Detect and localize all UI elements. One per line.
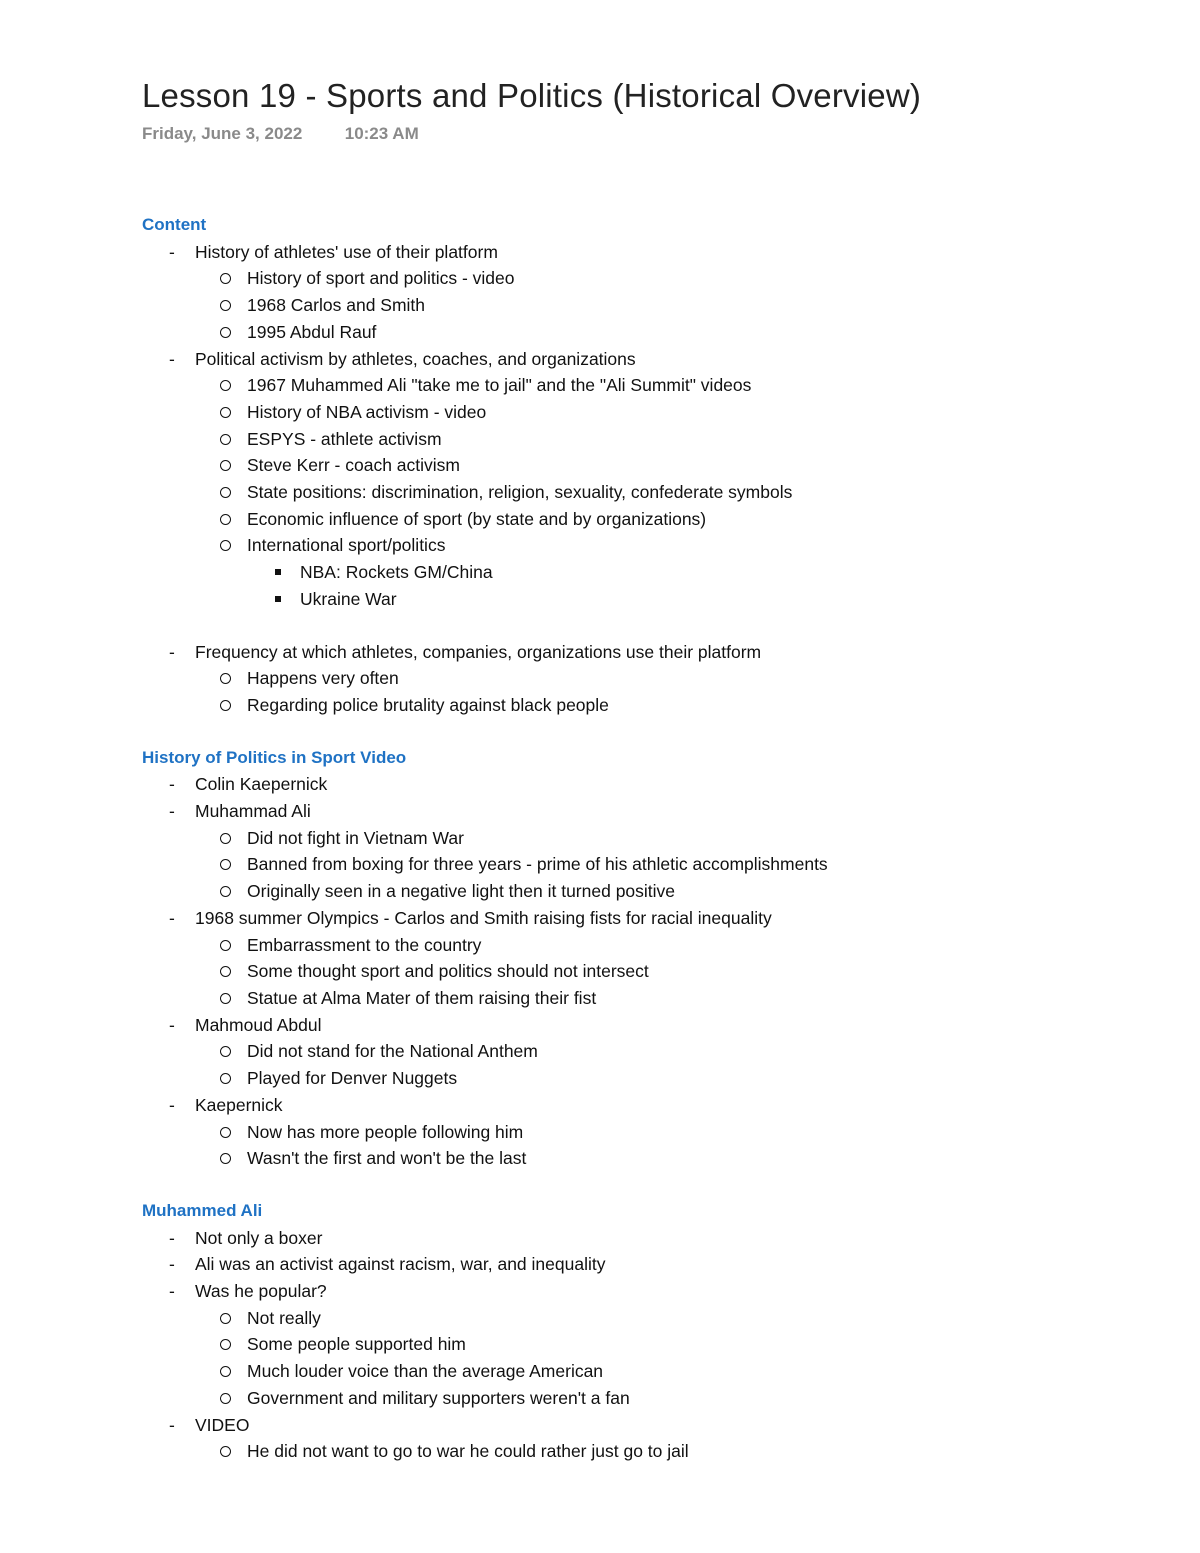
list-item [142, 1305, 1142, 1332]
list-item-text: Muhammad Ali [195, 801, 311, 822]
list-item [142, 586, 1142, 613]
list-item-text: Now has more people following him [247, 1121, 524, 1142]
circle-bullet-icon [220, 966, 231, 977]
list-item-text: Ali was an activist against racism, war, and inequality [195, 1254, 606, 1275]
dash-bullet-icon: - [169, 1281, 175, 1302]
list-item [142, 639, 1142, 666]
list-item-text: Did not fight in Vietnam War [247, 827, 464, 848]
dash-bullet-icon: - [169, 1014, 175, 1035]
list-item [142, 985, 1142, 1012]
circle-bullet-icon [220, 1446, 231, 1457]
list-item-text: Mahmoud Abdul [195, 1014, 322, 1035]
list-item [142, 932, 1142, 959]
dash-bullet-icon: - [169, 1094, 175, 1115]
list-item-text: VIDEO [195, 1414, 250, 1435]
square-bullet-icon [275, 569, 281, 575]
circle-bullet-icon [220, 380, 231, 391]
list-item [142, 372, 1142, 399]
list-item-text: Banned from boxing for three years - prime of his athletic accomplishments [247, 854, 828, 875]
list-item [142, 1225, 1142, 1252]
list-item [142, 1092, 1142, 1119]
circle-bullet-icon [220, 1339, 231, 1350]
circle-bullet-icon [220, 514, 231, 525]
list-item-text: History of sport and politics - video [247, 268, 515, 289]
section [142, 1198, 1142, 1465]
note-time: 10:23 AM [344, 124, 419, 143]
page-title: Lesson 19 - Sports and Politics (Historical Overview) [142, 77, 922, 114]
circle-bullet-icon [220, 1046, 231, 1057]
list-item [142, 1331, 1142, 1358]
circle-bullet-icon [220, 327, 231, 338]
list-item [142, 665, 1142, 692]
list-item [142, 878, 1142, 905]
note-timestamp [142, 122, 1142, 146]
list-item-text: Happens very often [247, 668, 399, 689]
list-item [142, 265, 1142, 292]
list-item-text: History of athletes' use of their platform [195, 241, 498, 262]
dash-bullet-icon: - [169, 348, 175, 369]
list-item [142, 1385, 1142, 1412]
circle-bullet-icon [220, 273, 231, 284]
list-item-text: Government and military supporters weren't a fan [247, 1387, 630, 1408]
circle-bullet-icon [220, 460, 231, 471]
dash-bullet-icon: - [169, 774, 175, 795]
circle-bullet-icon [220, 1313, 231, 1324]
section [142, 745, 1142, 1172]
circle-bullet-icon [220, 833, 231, 844]
list-item-text: ESPYS - athlete activism [247, 428, 442, 449]
list-item-text: History of NBA activism - video [247, 401, 487, 422]
dash-bullet-icon: - [169, 1414, 175, 1435]
list-item [142, 798, 1142, 825]
section-heading: Content [142, 215, 207, 234]
list-item [142, 1412, 1142, 1439]
list-item-text: Statue at Alma Mater of them raising their fist [247, 987, 597, 1008]
list-item-text: Regarding police brutality against black people [247, 694, 609, 715]
list-item-text: State positions: discrimination, religion, sexuality, confederate symbols [247, 482, 793, 503]
circle-bullet-icon [220, 859, 231, 870]
list-item-text: 1968 Carlos and Smith [247, 295, 426, 316]
circle-bullet-icon [220, 1153, 231, 1164]
list-item-text: International sport/politics [247, 535, 446, 556]
list-item-text: NBA: Rockets GM/China [300, 562, 493, 583]
list-item [142, 292, 1142, 319]
list-item-text: Kaepernick [195, 1094, 283, 1115]
list-item-text: Ukraine War [300, 588, 397, 609]
section-heading: History of Politics in Sport Video [142, 747, 407, 767]
list-item [142, 1119, 1142, 1146]
dash-bullet-icon: - [169, 1227, 175, 1248]
list-item-text: Not only a boxer [195, 1227, 323, 1248]
list-item [142, 1438, 1142, 1465]
dash-bullet-icon: - [169, 241, 175, 262]
list-item-text: 1967 Muhammed Ali "take me to jail" and the "Ali Summit" videos [247, 375, 752, 396]
circle-bullet-icon [220, 1073, 231, 1084]
list-item-text: Not really [247, 1307, 321, 1328]
circle-bullet-icon [220, 434, 231, 445]
list-item-text: Economic influence of sport (by state and by organizations) [247, 508, 707, 529]
square-bullet-icon [275, 596, 281, 602]
list-item [142, 1065, 1142, 1092]
list-item-text: Originally seen in a negative light then it turned positive [247, 881, 676, 902]
list-item-text: Colin Kaepernick [195, 774, 328, 795]
list-item-text: Frequency at which athletes, companies, organizations use their platform [195, 641, 762, 662]
circle-bullet-icon [220, 540, 231, 551]
circle-bullet-icon [220, 673, 231, 684]
dash-bullet-icon: - [169, 1254, 175, 1275]
circle-bullet-icon [220, 407, 231, 418]
dash-bullet-icon: - [169, 641, 175, 662]
list-item [142, 532, 1142, 559]
circle-bullet-icon [220, 940, 231, 951]
circle-bullet-icon [220, 993, 231, 1004]
list-item-text: Much louder voice than the average American [247, 1361, 604, 1382]
list-item [142, 1145, 1142, 1172]
blank-line [142, 613, 1142, 639]
circle-bullet-icon [220, 487, 231, 498]
list-item-text: 1968 summer Olympics - Carlos and Smith raising fists for racial inequality [195, 907, 772, 928]
list-item [142, 905, 1142, 932]
circle-bullet-icon [220, 1366, 231, 1377]
list-item-text: Embarrassment to the country [247, 934, 482, 955]
list-item [142, 851, 1142, 878]
circle-bullet-icon [220, 300, 231, 311]
list-item-text: Wasn't the first and won't be the last [247, 1148, 527, 1169]
dash-bullet-icon: - [169, 907, 175, 928]
circle-bullet-icon [220, 886, 231, 897]
list-item-text: Did not stand for the National Anthem [247, 1041, 538, 1062]
note-body [142, 212, 1142, 1465]
list-item-text: Some thought sport and politics should not intersect [247, 961, 649, 982]
list-item [142, 479, 1142, 506]
list-item [142, 559, 1142, 586]
circle-bullet-icon [220, 1393, 231, 1404]
list-item-text: Political activism by athletes, coaches, and organizations [195, 348, 636, 369]
list-item [142, 692, 1142, 719]
list-item [142, 426, 1142, 453]
list-item [142, 1358, 1142, 1385]
list-item [142, 1038, 1142, 1065]
list-item [142, 399, 1142, 426]
list-item [142, 506, 1142, 533]
list-item [142, 958, 1142, 985]
list-item-text: 1995 Abdul Rauf [247, 321, 377, 342]
note-page [142, 72, 1142, 1465]
list-item [142, 1278, 1142, 1305]
list-item [142, 452, 1142, 479]
list-item-text: Steve Kerr - coach activism [247, 455, 460, 476]
list-item-text: Some people supported him [247, 1334, 466, 1355]
list-item [142, 239, 1142, 266]
note-date: Friday, June 3, 2022 [142, 124, 303, 143]
list-item [142, 1251, 1142, 1278]
list-item [142, 319, 1142, 346]
dash-bullet-icon: - [169, 801, 175, 822]
list-item [142, 346, 1142, 373]
list-item [142, 771, 1142, 798]
list-item-text: Was he popular? [195, 1281, 327, 1302]
list-item-text: Played for Denver Nuggets [247, 1068, 458, 1089]
section-heading: Muhammed Ali [142, 1200, 263, 1220]
circle-bullet-icon [220, 700, 231, 711]
circle-bullet-icon [220, 1127, 231, 1138]
section [142, 212, 1142, 719]
list-item-text: He did not want to go to war he could rather just go to jail [247, 1441, 689, 1462]
list-item [142, 1012, 1142, 1039]
list-item [142, 825, 1142, 852]
